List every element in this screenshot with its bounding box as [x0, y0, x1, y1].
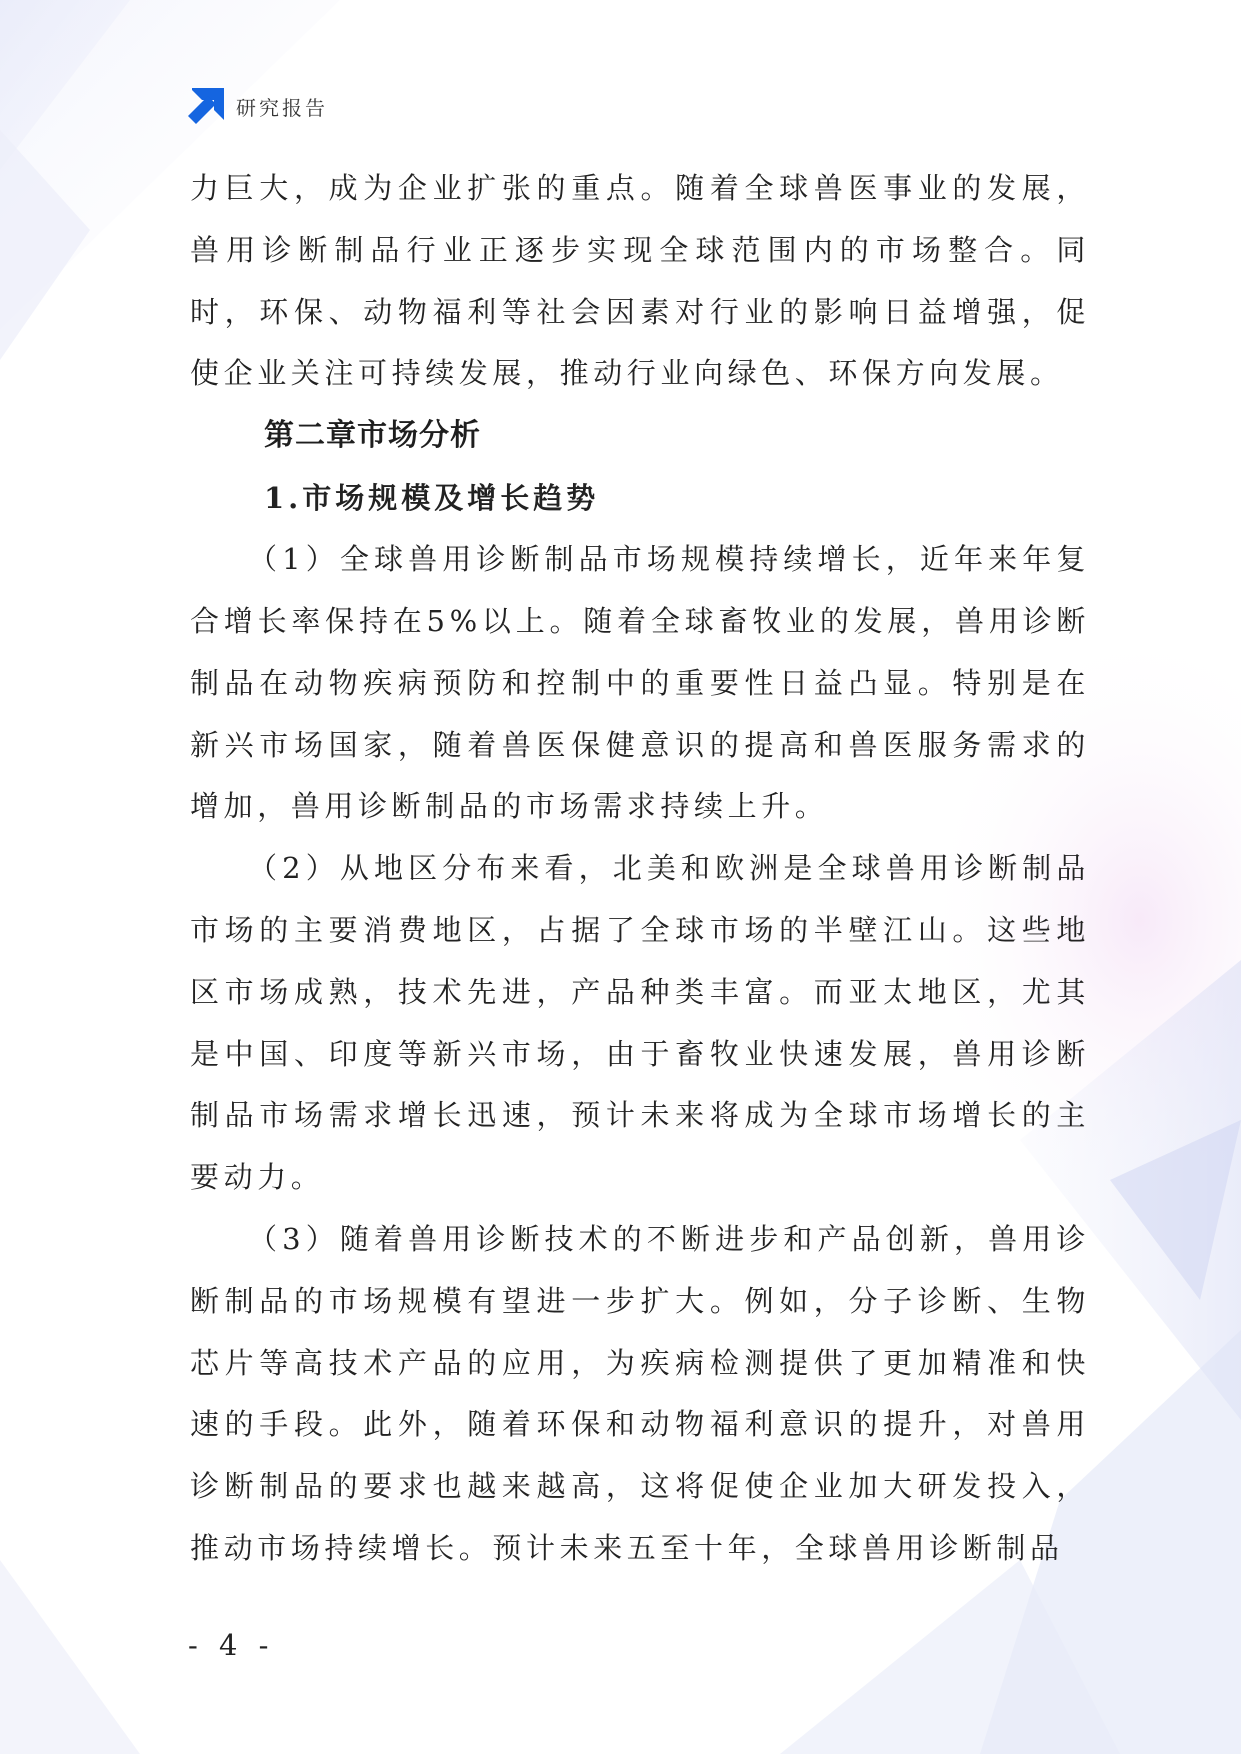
section-title: 1.市场规模及增长趋势	[264, 481, 600, 516]
page-number: - 4 -	[188, 1628, 275, 1662]
paragraph-continued: 力巨大，成为企业扩张的重点。随着全球兽医事业的发展，兽用诊断制品行业正逐步实现全球范围内的市场整合。同时，环保、动物福利等社会因素对行业的影响日益增强，促使企业关注可持续发展，推动行业向绿色、环保方向发展。	[190, 171, 1090, 391]
arrow-up-right-icon	[188, 88, 224, 124]
document-body	[190, 158, 1090, 1580]
paragraph-3: （3）随着兽用诊断技术的不断进步和产品创新，兽用诊断制品的市场规模有望进一步扩大。例如，分子诊断、生物芯片等高技术产品的应用，为疾病检测提供了更加精准和快速的手段。此外，随着环保和动物福利意识的提升，对兽用诊断制品的要求也越来越高，这将促使企业加大研发投入，推动市场持续增长。预计未来五至十年，全球兽用诊断制品	[190, 1221, 1090, 1565]
report-header	[188, 88, 328, 124]
chapter-title: 第二章市场分析	[264, 418, 481, 454]
paragraph-1: （1）全球兽用诊断制品市场规模持续增长，近年来年复合增长率保持在5%以上。随着全球畜牧业的发展，兽用诊断制品在动物疾病预防和控制中的重要性日益凸显。特别是在新兴市场国家，随着兽医保健意识的提高和兽医服务需求的增加，兽用诊断制品的市场需求持续上升。	[190, 542, 1090, 824]
header-title: 研究报告	[236, 95, 328, 120]
paragraph-2: （2）从地区分布来看，北美和欧洲是全球兽用诊断制品市场的主要消费地区，占据了全球市场的半壁江山。这些地区市场成熟，技术先进，产品种类丰富。而亚太地区，尤其是中国、印度等新兴市场，由于畜牧业快速发展，兽用诊断制品市场需求增长迅速，预计未来将成为全球市场增长的主要动力。	[190, 851, 1090, 1195]
